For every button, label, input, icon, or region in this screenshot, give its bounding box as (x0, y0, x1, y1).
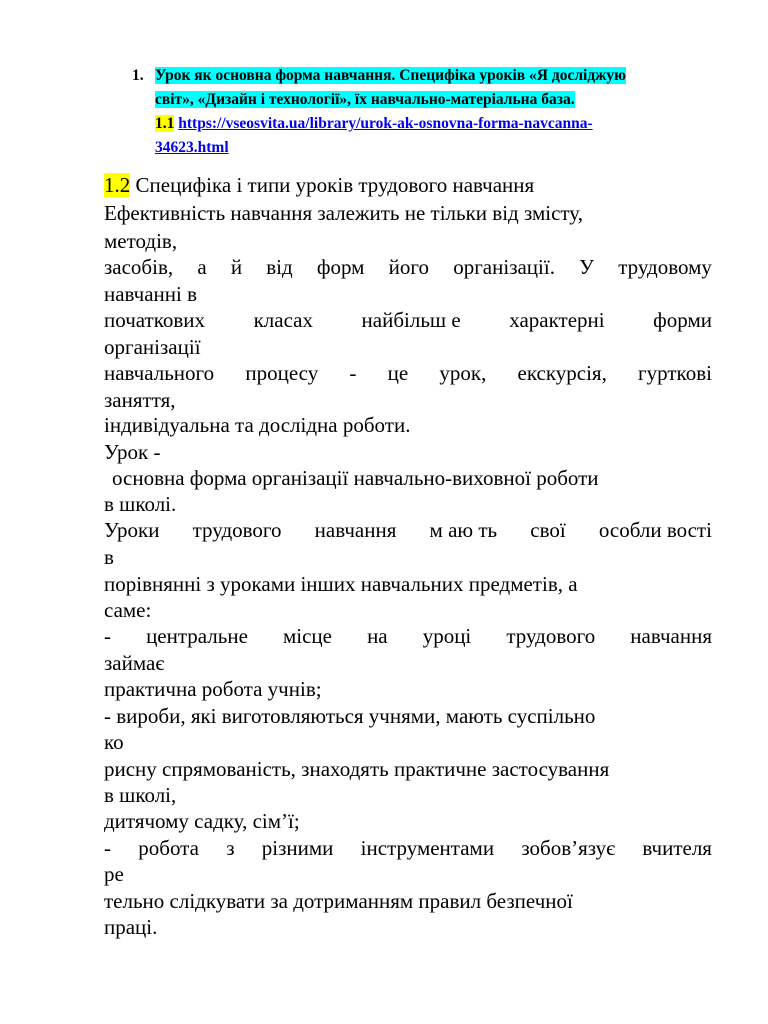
source-link-2[interactable]: 34623.html (155, 139, 229, 156)
text-line: методів, (104, 229, 178, 253)
text-line: саме: (104, 598, 152, 622)
text-line: ре (104, 862, 124, 886)
word: робота (138, 836, 199, 860)
text-line: в школі, (104, 783, 177, 807)
text-line: заняття, (104, 388, 176, 412)
word: форми (653, 308, 712, 332)
text-line-justified (104, 623, 712, 649)
word: м аю ть (429, 518, 498, 542)
word: трудовому (618, 255, 712, 279)
word: - (104, 836, 111, 860)
text-line: рисну спрямованість, знаходять практичне застосування (104, 757, 610, 781)
word: й (230, 255, 243, 279)
heading-text-1: Урок як основна форма навчання. Специфіка уроків «Я досліджую (155, 67, 626, 84)
section-title (104, 172, 534, 198)
text-line: праці. (104, 915, 158, 939)
text-line: ко (104, 730, 124, 754)
word: класах (253, 308, 313, 332)
text-line-justified (104, 360, 712, 386)
text-line: - вироби, які виготовляються учнями, мають суспільно (104, 704, 596, 728)
word: початкових (104, 308, 206, 332)
word: місце (282, 624, 332, 648)
word: урок, (439, 361, 487, 385)
text-line: тельно слідкувати за дотриманням правил безпечної (104, 889, 573, 913)
word: навчання (314, 518, 397, 542)
word: від (266, 255, 293, 279)
text-line: Урок - (104, 440, 161, 464)
ref-label: 1.1 (155, 115, 175, 132)
word: на (367, 624, 388, 648)
word: це (387, 361, 409, 385)
text-line-justified (104, 254, 712, 280)
word: - (349, 361, 357, 385)
text-line: дитячому садку, сім’ї; (104, 809, 300, 833)
word: вчителя (642, 836, 712, 860)
section-number: 1.2 (104, 173, 131, 197)
word: трудового (506, 624, 596, 648)
text-line: організації (104, 335, 201, 359)
text-line: в школі. (104, 492, 177, 516)
word: з (226, 836, 235, 860)
text-line: основна форма організації навчально-виховної роботи (112, 466, 599, 490)
text-line-justified (104, 307, 712, 333)
word: трудового (192, 518, 282, 542)
word: гурткові (638, 361, 712, 385)
word: навчального (104, 361, 215, 385)
text-line: практична робота учнів; (104, 677, 322, 701)
text-line-justified (104, 835, 712, 861)
word: організації. (453, 255, 555, 279)
list-number: 1. (132, 67, 144, 84)
word: особли вості (598, 518, 712, 542)
word: - (104, 624, 111, 648)
text-line: порівнянні з уроками інших навчальних предметів, а (104, 572, 578, 596)
word: найбільш е (361, 308, 461, 332)
word: його (388, 255, 429, 279)
word: інструментами (360, 836, 495, 860)
word: свої (530, 518, 566, 542)
text-line-justified (104, 517, 712, 543)
word: різними (261, 836, 334, 860)
text-line: індивідуальна та дослідна роботи. (104, 413, 411, 437)
heading-line-2 (155, 90, 575, 110)
text-line: Ефективність навчання залежить не тільки від змісту, (104, 201, 583, 225)
word: У (579, 255, 595, 279)
word: процесу (245, 361, 319, 385)
word: а (197, 255, 207, 279)
text-line: в (104, 545, 114, 569)
text-line: займає (104, 651, 165, 675)
word: Уроки (104, 518, 160, 542)
text-line: навчанні в (104, 282, 198, 306)
word: центральне (146, 624, 248, 648)
word: навчання (630, 624, 712, 648)
heading-text-2: світ», «Дизайн і технології», їх навчально-матеріальна база. (155, 91, 575, 108)
word: характерні (509, 308, 605, 332)
section-title-text: Специфіка і типи уроків трудового навчання (135, 173, 535, 197)
source-link-1[interactable]: https://vseosvita.ua/library/urok-ak-osnovna-forma-navcanna- (178, 115, 593, 132)
word: форм (316, 255, 365, 279)
word: зобов’язує (521, 836, 616, 860)
word: уроці (422, 624, 472, 648)
heading-line-1 (155, 66, 626, 86)
word: екскурсія, (517, 361, 607, 385)
heading-line-4 (155, 138, 229, 158)
word: засобів, (104, 255, 174, 279)
heading-line-3 (155, 114, 593, 134)
